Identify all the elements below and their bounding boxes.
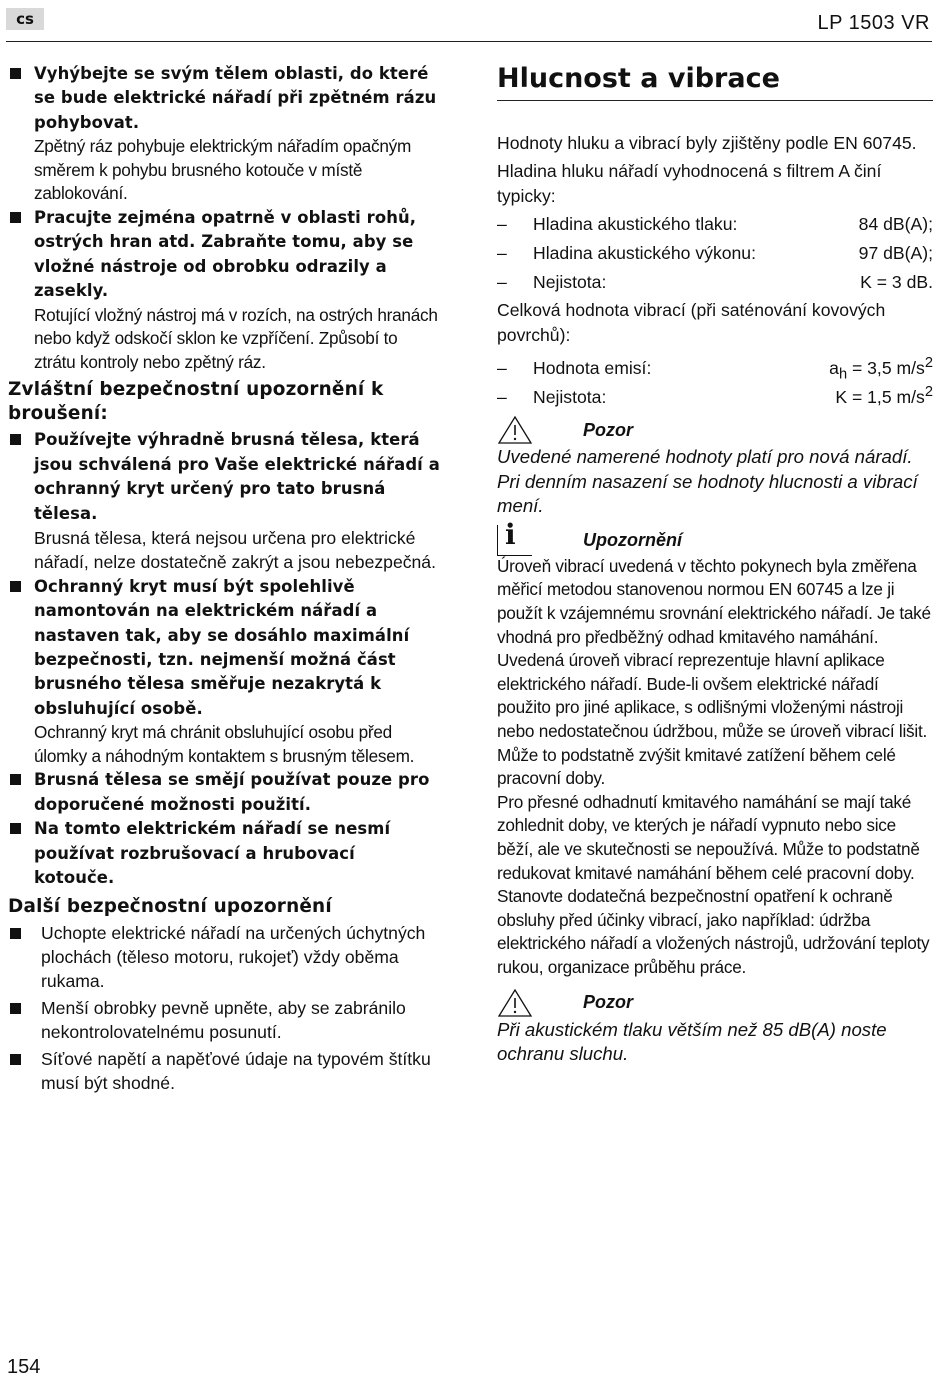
list-item bbox=[8, 428, 440, 574]
warning-title: Pozor bbox=[583, 992, 634, 1013]
warning-text-1: Uvedené namerené hodnoty platí pro nová náradí. Pri denním nasazení se hodnoty hlucnosti a vibrací mení. bbox=[497, 446, 918, 517]
list-item bbox=[8, 996, 440, 1045]
info-icon: i bbox=[497, 525, 535, 555]
item-text: Menší obrobky pevně upněte, aby se zabránilo nekontrolovatelnému posunutí. bbox=[41, 997, 406, 1043]
right-column bbox=[497, 62, 933, 1067]
intro-paragraph: Hodnoty hluku a vibrací byly zjištěny podle EN 60745. bbox=[497, 133, 917, 153]
noise-row: – Hladina akustického tlaku: 84 dB(A); bbox=[497, 214, 933, 235]
vibration-value: $a_h = 3,5$ $m/s^2$ bbox=[829, 355, 933, 383]
square-bullet-icon bbox=[10, 212, 21, 223]
vibration-value: K = 1,5 $m/s^2$ bbox=[835, 384, 933, 407]
warning-title: Pozor bbox=[583, 419, 634, 440]
warning-text-2: Při akustickém tlaku větším než 85 dB(A) noste ochranu sluchu. bbox=[497, 1018, 887, 1065]
item-text: Ochranný kryt má chránit obsluhující osobu před úlomky a náhodným kontaktem s brusným tělesem. bbox=[34, 722, 415, 766]
list-item bbox=[8, 62, 440, 206]
list-item bbox=[8, 1047, 440, 1096]
warning-note-2 bbox=[497, 988, 933, 1018]
header-divider bbox=[6, 41, 932, 42]
page-number: 154 bbox=[7, 1356, 41, 1378]
item-text: Brusná tělesa, která nejsou určena pro elektrické nářadí, nelze dostatečně zakrýt a jsou nebezpečná. bbox=[34, 528, 436, 573]
title-divider bbox=[497, 100, 933, 101]
info-note bbox=[497, 517, 933, 555]
item-bold-text: Používejte výhradně brusná tělesa, která jsou schválená pro Vaše elektrické nářadí a ochranný kryt určený pro tato brusná tělesa. bbox=[34, 430, 440, 523]
square-bullet-icon bbox=[10, 68, 21, 79]
item-bold-text: Na tomto elektrickém nářadí se nesmí používat rozbrušovací a hrubovací kotouče. bbox=[34, 819, 391, 888]
section-heading-other: Další bezpečnostní upozornění bbox=[8, 895, 332, 917]
vibration-row: – Nejistota: K = 1,5 $m/s^2$ bbox=[497, 380, 933, 409]
item-bold-text: Pracujte zejména opatrně v oblasti rohů, ostrých hran atd. Zabraňte tomu, aby se vložné nástroje od obrobku odrazily a zasekly. bbox=[34, 208, 417, 301]
warning-triangle-icon bbox=[497, 415, 535, 445]
item-bold-text: Ochranný kryt musí být spolehlivě namontován na elektrickém nářadí a nastaven tak, aby se dosáhlo maximální bezpečnosti, tzn. nejmenší možná část brusného tělesa směřuje nezakrytá k obsluhující osobě. bbox=[34, 576, 410, 718]
square-bullet-icon bbox=[10, 1003, 21, 1014]
square-bullet-icon bbox=[10, 581, 21, 592]
info-paragraph: Úroveň vibrací uvedená v těchto pokynech byla změřena měřicí metodou stanovenou normou EN 60745 a lze ji použít k vzájemnému srovnání elektrického nářadí. Je také vhodná pro předběžný odhad kmitavého namáhání. Uvedená úroveň vibrací reprezentuje hlavní aplikace elektrického nářadí. Bude-li ovšem elektrické nářadí použito pro jiné aplikace, s odlišnými vloženými nástroji nebo nedostatečnou údržbou, může se úroveň vibrací lišit. Může to podstatně zvýšit kmitavé zatížení během celé pracovní doby. bbox=[497, 555, 931, 789]
left-column bbox=[8, 62, 440, 1095]
item-text: Zpětný ráz pohybuje elektrickým nářadím opačným směrem k pohybu brusného kotouče v místě zablokování. bbox=[34, 136, 412, 204]
item-text: Síťové napětí a napěťové údaje na typovém štítku musí být shodné. bbox=[41, 1048, 431, 1093]
vibration-row: – Hodnota emisí: $a_h = 3,5$ $m/s^2$ bbox=[497, 351, 933, 380]
vibration-paragraph: Celková hodnota vibrací (při saténování kovových povrchů): bbox=[497, 300, 886, 345]
square-bullet-icon bbox=[10, 823, 21, 834]
square-bullet-icon bbox=[10, 774, 21, 785]
noise-paragraph: Hladina hluku nářadí vyhodnocená s filtrem A činí typicky: bbox=[497, 161, 882, 206]
list-item bbox=[8, 206, 440, 374]
list-item bbox=[8, 575, 440, 769]
info-paragraph: Stanovte dodatečná bezpečnostní opatření k ochraně obsluhy před účinky vibrací, jako například: údržba elektrického nářadí a vložených nástrojů, udržování teploty rukou, organizace průběhu práce. bbox=[497, 886, 930, 977]
list-item bbox=[8, 817, 440, 890]
warning-note-1 bbox=[497, 415, 933, 445]
square-bullet-icon bbox=[10, 434, 21, 445]
warning-triangle-icon bbox=[497, 988, 535, 1018]
item-text: Rotující vložný nástroj má v rozích, na ostrých hranách nebo když odskočí sklon ke vzpříčení. Způsobí to ztrátu kontroly nebo zpětný ráz. bbox=[34, 304, 438, 372]
info-paragraph: Pro přesné odhadnutí kmitavého namáhání se mají také zohlednit doby, ve kterých je nářadí vypnuto nebo sice běží, ale ve skutečnosti se nepoužívá. Může to podstatně redukovat kmitavé namáhání během celé pracovní doby. bbox=[497, 791, 920, 883]
info-title: Upozornění bbox=[583, 529, 682, 550]
noise-row: – Nejistota: K = 3 dB. bbox=[497, 272, 933, 293]
item-bold-text: Brusná tělesa se smějí používat pouze pro doporučené možnosti použití. bbox=[34, 770, 430, 814]
item-bold-text: Vyhýbejte se svým tělem oblasti, do které se bude elektrické nářadí při zpětném rázu pohybovat. bbox=[34, 64, 437, 132]
square-bullet-icon bbox=[10, 928, 21, 939]
noise-row: – Hladina akustického výkonu: 97 dB(A); bbox=[497, 243, 933, 264]
model-number: LP 1503 VR bbox=[817, 12, 930, 34]
language-badge: cs bbox=[6, 8, 44, 30]
section-title: Hlucnost a vibrace bbox=[497, 63, 780, 94]
item-text: Uchopte elektrické nářadí na určených úchytných plochách (těleso motoru, rukojeť) vždy oběma rukama. bbox=[41, 922, 426, 992]
list-item bbox=[8, 921, 440, 994]
square-bullet-icon bbox=[10, 1054, 21, 1065]
section-heading-grinding: Zvláštní bezpečnostní upozornění k broušení: bbox=[8, 379, 384, 425]
list-item bbox=[8, 768, 440, 817]
